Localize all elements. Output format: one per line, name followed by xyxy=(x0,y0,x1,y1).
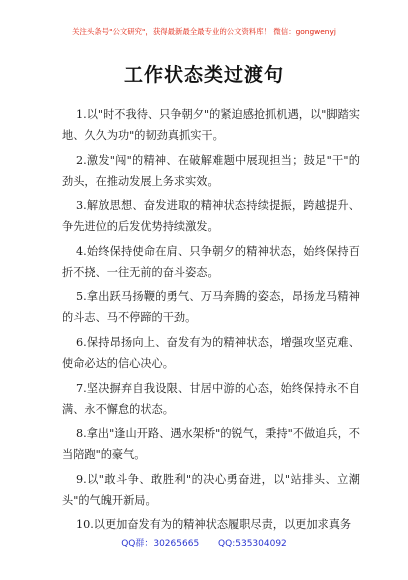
paragraph-2: 2.激发"闯"的精神、在破解难题中展现担当；鼓足"干"的劲头，在推动发展上务求实效。 xyxy=(62,153,360,188)
qq-number-text: QQ:535304092 xyxy=(218,539,287,549)
paragraph-10: 10.以更加奋发有为的精神状态履职尽责，以更加求真务 xyxy=(76,518,352,532)
paragraph-4: 4.始终保持使命在肩、只争朝夕的精神状态，始终保持百折不挠、一往无前的奋斗姿态。 xyxy=(62,244,360,279)
paragraph-3: 3.解放思想、奋发进取的精神状态持续提振，跨越提升、争先进位的后发优势持续激发。 xyxy=(62,199,360,234)
paragraph-9: 9.以"敢斗争、敢胜利"的决心勇奋进，以"站排头、立潮头"的气魄开新局。 xyxy=(62,472,360,507)
paragraph-8: 8.拿出"逢山开路、遇水架桥"的锐气，秉持"不做追兵，不当陪跑"的豪气。 xyxy=(62,427,360,462)
document-body xyxy=(62,104,360,539)
page-title: 工作状态类过渡句 xyxy=(123,64,284,86)
paragraph-6: 6.保持昂扬向上、奋发有为的精神状态，增强攻坚克难、使命必达的信心决心。 xyxy=(62,335,360,370)
paragraph-5: 5.拿出跃马扬鞭的勇气、万马奔腾的姿态，昂扬龙马精神的斗志、马不停蹄的干劲。 xyxy=(62,290,360,325)
header-note: 关注头条号"公文研究"，获得最新最全最专业的公文资料库！ 微信：gongwenyj xyxy=(72,27,336,36)
footer-contact xyxy=(0,536,408,549)
paragraph-1: 1.以"时不我待、只争朝夕"的紧迫感抢抓机遇，以"脚踏实地、久久为功"的韧劲真抓实干。 xyxy=(62,108,360,142)
qq-group-text: QQ群：30265665 xyxy=(121,539,200,549)
paragraph-7: 7.坚决摒弃自我设限、甘居中游的心态，始终保持永不自满、永不懈怠的状态。 xyxy=(62,381,360,416)
